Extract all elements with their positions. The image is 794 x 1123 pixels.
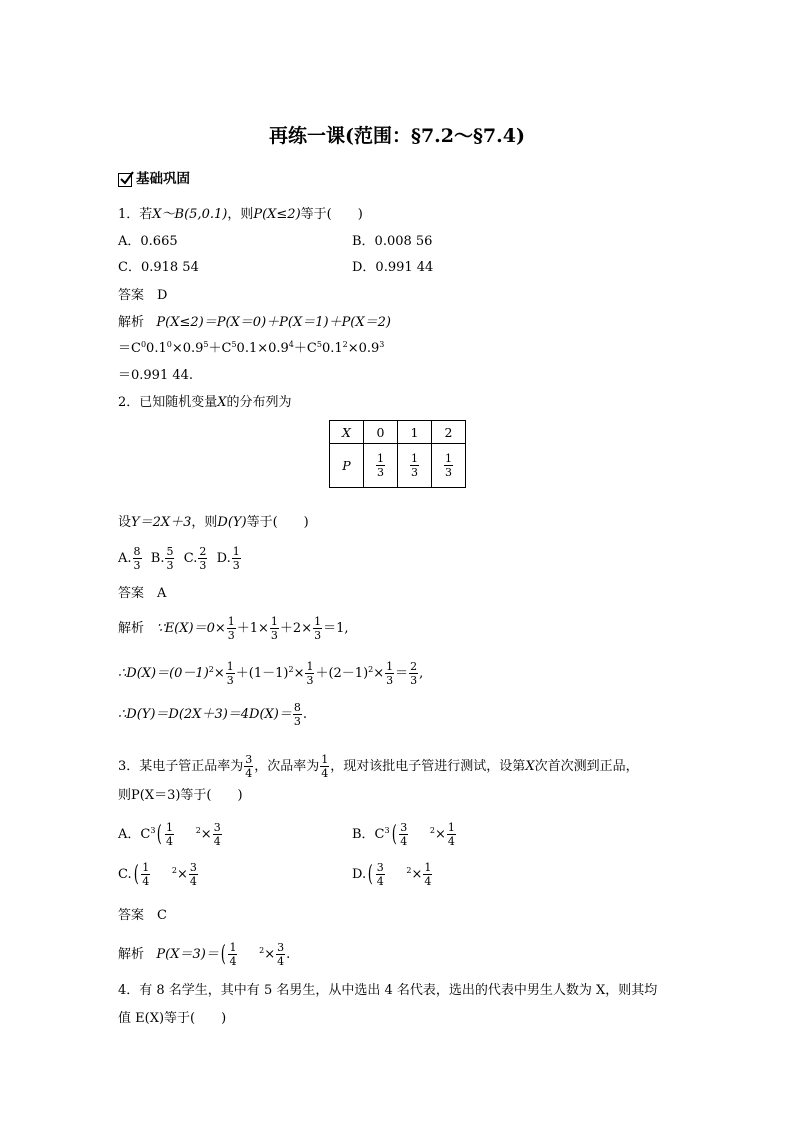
frac-den: 4 (189, 875, 197, 888)
fraction (213, 822, 222, 847)
table-cell (398, 444, 432, 488)
q2-l1-b: ＋1× (236, 621, 269, 636)
q3-stem-mid: ，次品率为 (254, 759, 320, 774)
frac-num: 8 (133, 545, 141, 558)
frac-den: 3 (227, 629, 235, 642)
frac-num: 2 (410, 660, 418, 673)
left-paren-icon: ( (391, 821, 397, 847)
fraction (444, 453, 453, 478)
fraction (376, 862, 385, 887)
fraction (270, 616, 279, 641)
frac-num: 3 (277, 941, 285, 954)
frac-den: 4 (277, 955, 285, 968)
q3-opt-c-label: C. (118, 867, 132, 882)
q1-analysis-expr: P(X≤2)＝P(X＝0)＋P(X＝1)＋P(X＝2) (156, 315, 391, 330)
q2-analysis-line1 (118, 616, 349, 641)
q2-question-pre: 设 (118, 515, 132, 530)
frac-num: 1 (424, 861, 432, 874)
fraction (141, 862, 150, 887)
distribution-table (329, 420, 466, 488)
frac-num: 3 (400, 821, 408, 834)
table-cell (364, 444, 398, 488)
q2-stem-x: X (217, 395, 227, 410)
q2-question (118, 516, 309, 529)
fraction (276, 942, 285, 967)
q2-l2-end: , (419, 666, 424, 681)
q2-l1-c: ＋2× (279, 621, 313, 636)
q2-l2-c: ＋(2－1) (315, 666, 369, 681)
fraction (198, 546, 207, 571)
q1-sup: 3 (379, 340, 385, 349)
frac-num: 3 (376, 861, 384, 874)
fraction (409, 661, 418, 686)
q3-stem-pre: 3．某电子管正品率为 (118, 759, 244, 774)
table-header-p: P (342, 458, 351, 473)
frac-num: 2 (199, 545, 207, 558)
q3-opt-b-label: B．C (352, 827, 385, 842)
q3-times: × (434, 827, 446, 842)
fraction (423, 862, 432, 887)
q3-times: × (264, 947, 276, 962)
fraction (447, 822, 456, 847)
frac-den: 3 (386, 674, 394, 687)
q2-analysis-label: 解析 (118, 621, 145, 636)
checkbox-checked-icon (118, 173, 132, 187)
fraction (313, 616, 322, 641)
q3-analysis (118, 942, 290, 967)
q3-sup: 2 (171, 866, 177, 875)
frac-den: 3 (199, 559, 207, 572)
frac-den: 4 (166, 835, 174, 848)
q4-line1: 4．有 8 名学生，其中有 5 名男生，从中选出 4 名代表，选出的代表中男生人数为 X，则其均 (118, 983, 658, 998)
frac-num: 1 (314, 615, 322, 628)
frac-den: 3 (306, 674, 314, 687)
q1-l2-g: 0.1 (321, 341, 343, 356)
q2-l3-a: ∴D(Y)＝D(2X＋3)＝4D(X)＝ (118, 707, 292, 722)
q3-opt-d-label: D. (352, 867, 367, 882)
frac-den: 4 (400, 835, 408, 848)
q1-stem-number: 1．若 (118, 207, 153, 222)
q1-sup: 5 (231, 340, 237, 349)
q2-sup: 2 (368, 665, 374, 674)
frac-num: 1 (232, 545, 240, 558)
q2-options (118, 546, 242, 571)
frac-num: 1 (142, 861, 150, 874)
q2-analysis-line3 (118, 702, 307, 727)
fraction (376, 453, 385, 478)
frac-den: 4 (376, 875, 384, 888)
q1-l2-e: 0.1×0.9 (236, 341, 289, 356)
left-paren-icon: ( (367, 861, 373, 887)
frac-num: 1 (445, 452, 452, 465)
table-cell (330, 444, 364, 488)
q1-option-b: B．0.008 56 (352, 234, 433, 249)
frac-num: 3 (245, 753, 253, 766)
q1-l2-c: ×0.9 (171, 341, 204, 356)
fraction (293, 702, 302, 727)
frac-num: 5 (166, 545, 174, 558)
q1-option-d: D．0.991 44 (352, 260, 434, 275)
q3-analysis-label: 解析 (118, 947, 145, 962)
frac-num: 1 (227, 615, 235, 628)
q3-stem-x: X (525, 759, 535, 774)
fraction (133, 546, 142, 571)
q1-stem (118, 208, 363, 221)
frac-den: 4 (321, 767, 329, 780)
frac-num: 1 (229, 941, 237, 954)
q2-l1-end: ＝1, (323, 621, 349, 636)
q1-dist: X～B(5,0.1) (152, 207, 228, 222)
frac-den: 4 (447, 835, 455, 848)
q3-option-b (352, 822, 457, 847)
q1-l2-h: ×0.9 (347, 341, 380, 356)
q2-question-expr: Y＝2X＋3 (131, 515, 192, 530)
frac-den: 4 (142, 875, 150, 888)
q3-sup: 3 (150, 826, 156, 835)
fraction (165, 822, 174, 847)
fraction (227, 616, 236, 641)
table-cell: 1 (398, 421, 432, 444)
frac-den: 4 (424, 875, 432, 888)
table-cell (330, 421, 364, 444)
q2-answer: 答案 A (118, 586, 167, 601)
q3-stem-post: ，现对该批电子管进行测试，设第 (330, 759, 526, 774)
frac-num: 1 (226, 660, 234, 673)
frac-num: 1 (321, 753, 329, 766)
q3-stem-line2: 则P(X＝3)等于( ) (118, 788, 243, 803)
q2-option-a-label: A. (118, 551, 132, 566)
q2-stem-end: 的分布列为 (226, 395, 292, 410)
left-paren-icon: ( (133, 861, 139, 887)
q2-option-c-label: C. (183, 551, 198, 566)
q1-analysis-line3: ＝0.991 44. (118, 368, 194, 383)
q3-answer: 答案 C (118, 908, 167, 923)
q1-option-c: C．0.918 54 (118, 260, 199, 275)
q2-l2-a: ∴D(X)＝(0－1) (118, 666, 209, 681)
fraction (189, 862, 198, 887)
q1-analysis-line1 (118, 316, 391, 329)
fraction (244, 754, 253, 779)
frac-num: 1 (166, 821, 174, 834)
frac-den: 3 (270, 629, 278, 642)
q2-analysis-line2 (118, 661, 423, 686)
q1-stem-mid: ，则 (227, 207, 254, 222)
table-cell: 0 (364, 421, 398, 444)
frac-num: 1 (306, 660, 314, 673)
frac-num: 8 (293, 701, 301, 714)
q3-times: × (200, 827, 212, 842)
left-paren-icon: ( (220, 941, 226, 967)
q2-sup: 2 (288, 665, 294, 674)
q2-l1-a: ∵E(X)＝0× (156, 621, 226, 636)
frac-den: 4 (229, 955, 237, 968)
frac-num: 3 (213, 821, 221, 834)
q3-sup: 3 (384, 826, 390, 835)
fraction (399, 822, 408, 847)
q2-l2-b: ＋(1－1) (235, 666, 289, 681)
q3-sup: 2 (406, 866, 412, 875)
q3-times: × (176, 867, 188, 882)
q3-stem (118, 754, 639, 779)
q2-times: × (213, 666, 225, 681)
q1-expr: P(X≤2) (253, 207, 301, 222)
frac-den: 3 (293, 715, 301, 728)
q1-analysis-line2 (118, 342, 384, 355)
frac-num: 1 (447, 821, 455, 834)
frac-den: 3 (411, 466, 418, 479)
page-title: 再练一课(范围：§7.2～§7.4) (269, 125, 525, 147)
fraction (305, 661, 314, 686)
q1-l2-a: ＝C (118, 341, 141, 356)
frac-den: 4 (213, 835, 221, 848)
q2-question-expr2: D(Y) (217, 515, 247, 530)
q3-option-d (352, 862, 433, 887)
section-header (118, 173, 190, 187)
q2-l2-eq: ＝ (395, 666, 409, 681)
frac-num: 3 (189, 861, 197, 874)
table-row (330, 421, 466, 444)
fraction (385, 661, 394, 686)
table-row (330, 444, 466, 488)
q3-times: × (411, 867, 423, 882)
q1-option-a: A．0.665 (118, 234, 178, 249)
frac-den: 3 (133, 559, 141, 572)
q3-stem-end: 次首次测到正品， (534, 759, 639, 774)
q2-l3-end: . (302, 707, 308, 722)
fraction (320, 754, 329, 779)
fraction (226, 661, 235, 686)
q3-opt-a-label: A．C (118, 827, 151, 842)
q1-l2-f: ＋C (293, 341, 317, 356)
frac-num: 1 (411, 452, 418, 465)
fraction (228, 942, 237, 967)
left-paren-icon: ( (157, 821, 163, 847)
q2-option-d-label: D. (216, 551, 231, 566)
table-header-x: X (342, 424, 351, 440)
table-cell: 2 (432, 421, 466, 444)
q1-sup: 5 (203, 340, 209, 349)
frac-den: 4 (245, 767, 253, 780)
q2-times: × (373, 666, 385, 681)
q1-analysis-label: 解析 (118, 315, 145, 330)
q2-times: × (293, 666, 305, 681)
q1-l2-d: ＋C (208, 341, 232, 356)
q1-sup: 5 (316, 340, 322, 349)
frac-den: 3 (232, 559, 240, 572)
frac-den: 3 (226, 674, 234, 687)
q3-sup: 2 (259, 946, 265, 955)
frac-num: 1 (270, 615, 278, 628)
q4-line2: 值 E(X)等于( ) (118, 1011, 227, 1026)
frac-num: 1 (377, 452, 384, 465)
q1-sup: 0 (166, 340, 172, 349)
frac-den: 3 (445, 466, 452, 479)
q2-sup: 2 (208, 665, 214, 674)
q3-analysis-end: . (286, 947, 291, 962)
fraction (232, 546, 241, 571)
frac-den: 3 (314, 629, 322, 642)
fraction (410, 453, 419, 478)
q1-sup: 0 (140, 340, 147, 349)
q2-question-end: 等于( ) (246, 515, 309, 530)
q3-analysis-pre: P(X＝3)＝ (156, 947, 219, 962)
q1-answer: 答案 D (118, 288, 168, 303)
q2-stem (118, 396, 292, 409)
q3-option-a (118, 822, 223, 847)
frac-num: 1 (386, 660, 394, 673)
q1-stem-end: 等于( ) (300, 207, 363, 222)
section-label: 基础巩固 (136, 171, 190, 188)
q3-option-c (118, 862, 199, 887)
q2-stem-text: 2．已知随机变量 (118, 395, 218, 410)
q3-sup: 2 (429, 826, 435, 835)
q2-option-b-label: B. (150, 551, 165, 566)
q1-sup: 4 (288, 340, 294, 349)
q1-l2-b: 0.1 (146, 341, 167, 356)
q3-sup: 2 (195, 826, 201, 835)
q1-sup: 2 (342, 340, 348, 349)
q2-question-mid: ，则 (191, 515, 218, 530)
frac-den: 3 (166, 559, 174, 572)
table-cell (432, 444, 466, 488)
fraction (165, 546, 174, 571)
frac-den: 3 (377, 466, 384, 479)
frac-den: 3 (410, 674, 418, 687)
